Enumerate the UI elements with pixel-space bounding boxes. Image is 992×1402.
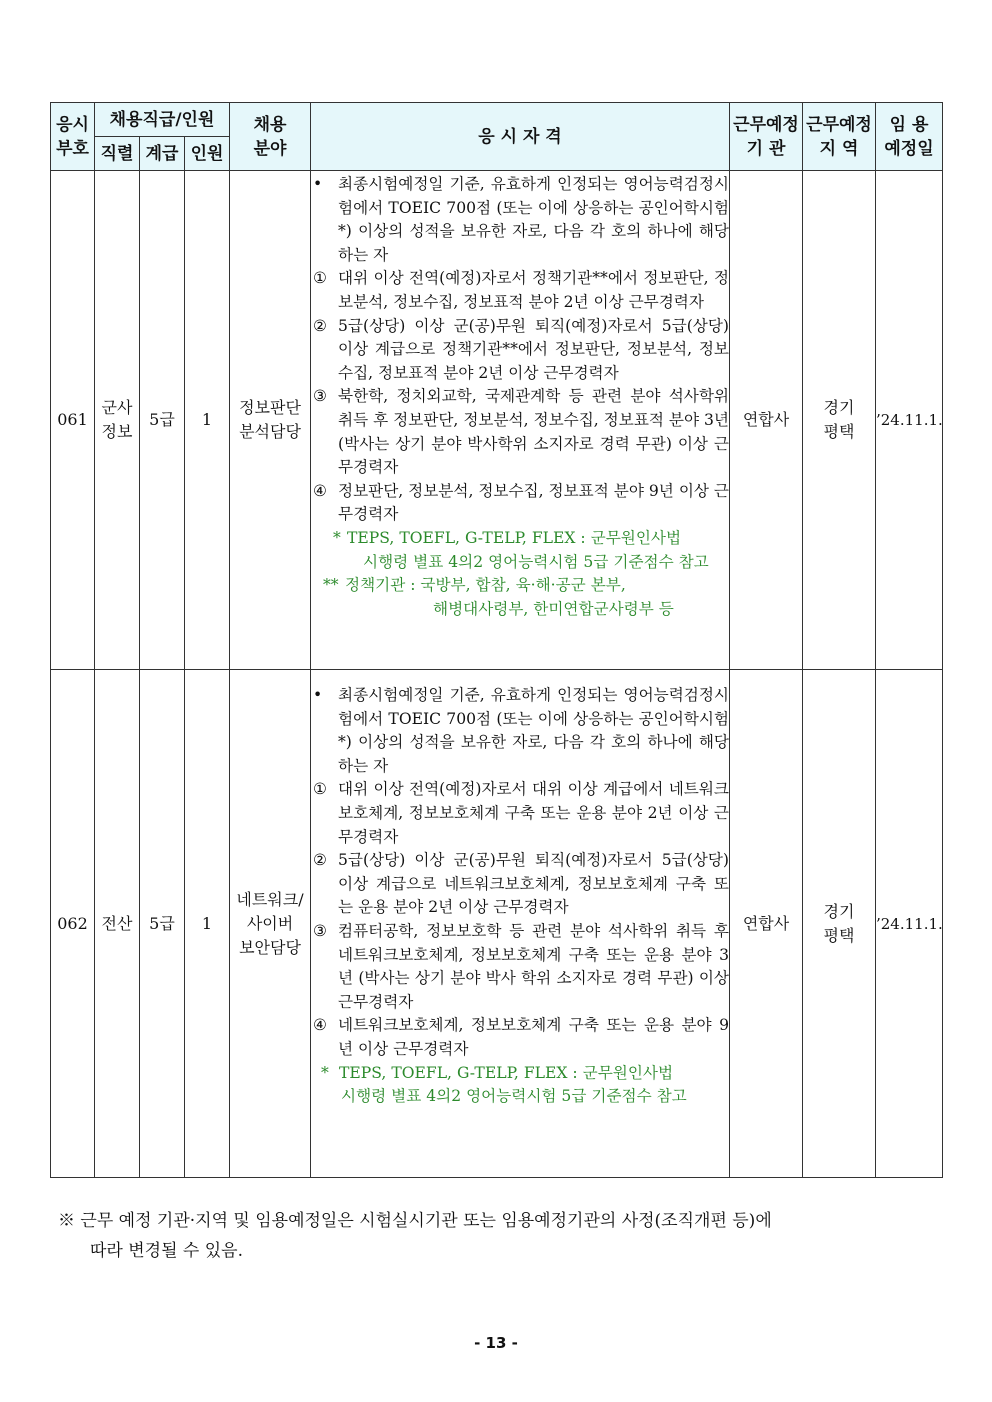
footnote: ※ 근무 예정 기관·지역 및 임용예정일은 시험실시기관 또는 임용예정기관의 사정(조직개편 등)에 따라 변경될 수 있음.	[58, 1211, 772, 1261]
recruitment-table	[50, 102, 943, 1178]
cell-position: 군사 정보	[95, 171, 140, 670]
header-count: 인원	[185, 137, 230, 171]
header-field: 채용 분야	[230, 103, 311, 171]
qual-item: 북한학, 정치외교학, 국제관계학 등 관련 분야 석사학위 취득 후 정보판단, 정보분석, 정보수집, 정보표적 분야 3년 (박사는 상기 분야 박사학위 소지자로 경력 무관) 이상 근무경력자	[338, 387, 729, 477]
cell-count: 1	[185, 171, 230, 670]
cell-grade: 5급	[140, 171, 185, 670]
cell-field: 정보판단 분석담당	[230, 171, 311, 670]
header-date: 임 용 예정일	[876, 103, 943, 171]
header-position: 직렬	[95, 137, 140, 171]
note-double-asterisk: ** 정책기관 : 국방부, 합참, 육·해·공군 본부, 해병대사령부, 한미연합군사령부 등	[323, 576, 674, 618]
cell-agency: 연합사	[730, 670, 803, 1178]
cell-count: 1	[185, 670, 230, 1178]
page-number: - 13 -	[474, 1334, 518, 1352]
cell-region: 경기 평택	[803, 670, 876, 1178]
note-asterisk: * TEPS, TOEFL, G-TELP, FLEX : 군무원인사법 시행령 별표 4의2 영어능력시험 5급 기준점수 참고	[321, 1063, 687, 1106]
cell-region: 경기 평택	[803, 171, 876, 670]
qual-item: 대위 이상 전역(예정)자로서 정책기관**에서 정보판단, 정보분석, 정보수집, 정보표적 분야 2년 이상 근무경력자	[338, 269, 729, 311]
cell-grade: 5급	[140, 670, 185, 1178]
cell-position: 전산	[95, 670, 140, 1178]
bullet-icon: •	[313, 686, 323, 704]
header-agency: 근무예정 기 관	[730, 103, 803, 171]
cell-date: ’24.11.1.	[876, 670, 943, 1178]
qual-item: 컴퓨터공학, 정보보호학 등 관련 분야 석사학위 취득 후 네트워크보호체계, 정보보호체계 구축 또는 운용 분야 3년 (박사는 상기 분야 박사 학위 소지자로 경력 무관) 이상 근무경력자	[338, 921, 729, 1011]
header-grade: 계급	[140, 137, 185, 171]
bullet-icon: •	[313, 175, 323, 193]
cell-no: 061	[51, 171, 95, 670]
qual-item: 5급(상당) 이상 군(공)무원 퇴직(예정)자로서 5급(상당) 이상 계급으로 네트워크보호체계, 정보보호체계 구축 또는 운용 분야 2년 이상 근무경력자	[338, 851, 729, 917]
cell-field: 네트워크/ 사이버 보안담당	[230, 670, 311, 1178]
qual-item: 5급(상당) 이상 군(공)무원 퇴직(예정)자로서 5급(상당) 이상 계급으로 정책기관**에서 정보판단, 정보분석, 정보수집, 정보표적 분야 2년 이상 근무경력자	[338, 316, 729, 382]
cell-qualification: • 최종시험예정일 기준, 유효하게 인정되는 영어능력검정시험에서 TOEIC 700점 (또는 이에 상응하는 공인어학시험*) 이상의 성적을 보유한 자로, 다음 각 호의 하나에 해당하는 자 ① 대위 이상 전역(예정)자로서 정책기관**에서 정보판단, 정보분석, 정보수집, 정보표적 분야 2년 이상 근무경력자 ② 5급(상당) 이상 군(공)무원 퇴직(예정)자로서 5급(상당) 이상 계급으로 정책기관**에서 정보판단, 정보분석, 정보수집, 정보표적 분야 2년 이상 근무경력자 ③ 북한학, 정치외교학, 국제관계학 등 관련 분야 석사학위 취득 후 정보판단, 정보분석, 정보수집, 정보표적 분야 3년 (박사는 상기 분야 박사학위 소지자로 경력 무관) 이상 근무경력자 ④ 정보판단, 정보분석, 정보수집, 정보표적 분야 9년 이상 근무경력자 * TEPS, TOEFL, G-TELP, FLEX : 군무원인사법 시행령 별표 4의2 영어능력시험 5급 기준점수 참고 ** 정책기관 : 국방부, 합참, 육·해·공군 본부, 해병대사령부, 한미연합군사령부 등	[311, 171, 730, 670]
qual-item: 네트워크보호체계, 정보보호체계 구축 또는 운용 분야 9년 이상 근무경력자	[338, 1016, 729, 1058]
table-row	[51, 171, 943, 670]
header-grade-group: 채용직급/인원	[95, 103, 230, 137]
qual-item: 정보판단, 정보분석, 정보수집, 정보표적 분야 9년 이상 근무경력자	[338, 481, 729, 524]
note-asterisk: * TEPS, TOEFL, G-TELP, FLEX : 군무원인사법 시행령 별표 4의2 영어능력시험 5급 기준점수 참고	[333, 528, 709, 571]
cell-agency: 연합사	[730, 171, 803, 670]
header-no: 응시 부호	[51, 103, 95, 171]
cell-no: 062	[51, 670, 95, 1178]
cell-date: ’24.11.1.	[876, 171, 943, 670]
qual-item: 대위 이상 전역(예정)자로서 대위 이상 계급에서 네트워크보호체계, 정보보호체계 구축 또는 운용 분야 2년 이상 근무경력자	[338, 780, 729, 846]
table-row	[51, 670, 943, 1178]
header-qualification: 응 시 자 격	[311, 103, 730, 171]
cell-qualification: • 최종시험예정일 기준, 유효하게 인정되는 영어능력검정시험에서 TOEIC 700점 (또는 이에 상응하는 공인어학시험*) 이상의 성적을 보유한 자로, 다음 각 호의 하나에 해당하는 자 ① 대위 이상 전역(예정)자로서 대위 이상 계급에서 네트워크보호체계, 정보보호체계 구축 또는 운용 분야 2년 이상 근무경력자 ② 5급(상당) 이상 군(공)무원 퇴직(예정)자로서 5급(상당) 이상 계급으로 네트워크보호체계, 정보보호체계 구축 또는 운용 분야 2년 이상 근무경력자 ③ 컴퓨터공학, 정보보호학 등 관련 분야 석사학위 취득 후 네트워크보호체계, 정보보호체계 구축 또는 운용 분야 3년 (박사는 상기 분야 박사 학위 소지자로 경력 무관) 이상 근무경력자 ④ 네트워크보호체계, 정보보호체계 구축 또는 운용 분야 9년 이상 근무경력자 * TEPS, TOEFL, G-TELP, FLEX : 군무원인사법 시행령 별표 4의2 영어능력시험 5급 기준점수 참고	[311, 670, 730, 1178]
header-region: 근무예정 지 역	[803, 103, 876, 171]
